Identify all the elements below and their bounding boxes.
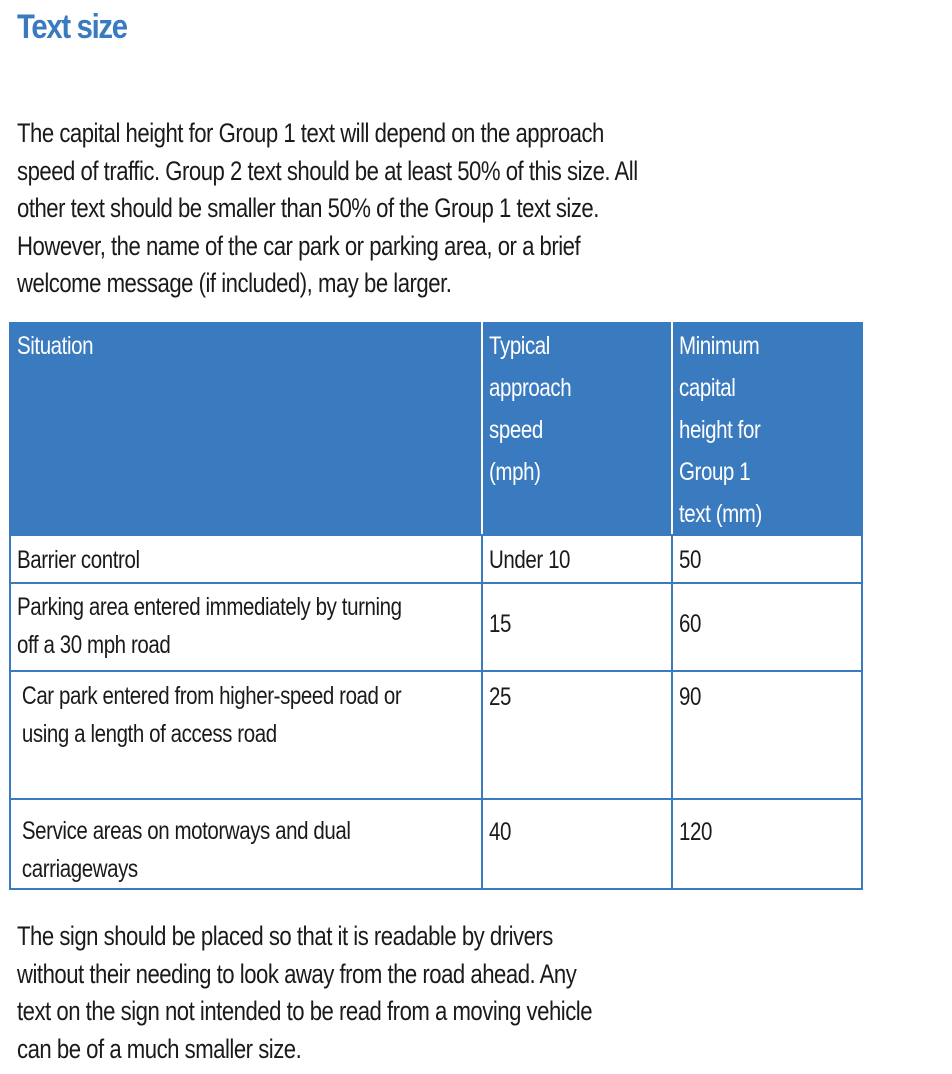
situation-text: Parking area entered immediately by turning bbox=[17, 593, 402, 621]
height-cell bbox=[672, 799, 862, 889]
intro-line: However, the name of the car park or parking area, or a brief bbox=[17, 230, 581, 261]
table-row bbox=[10, 583, 862, 671]
height-cell bbox=[672, 671, 862, 799]
table-header-row bbox=[10, 323, 862, 535]
speed-cell bbox=[482, 671, 672, 799]
table-row bbox=[10, 799, 862, 889]
outro-line: text on the sign not intended to be read from a moving vehicle bbox=[17, 996, 593, 1026]
header-height bbox=[672, 323, 862, 535]
height-value: 50 bbox=[679, 546, 701, 574]
outro-line: The sign should be placed so that it is readable by drivers bbox=[17, 921, 553, 951]
intro-line: welcome message (if included), may be larger. bbox=[17, 268, 452, 298]
speed-cell bbox=[482, 799, 672, 889]
height-cell bbox=[672, 583, 862, 671]
header-line: text (mm) bbox=[679, 500, 762, 528]
speed-value: 25 bbox=[489, 683, 511, 711]
speed-cell bbox=[482, 535, 672, 583]
situation-cell bbox=[10, 535, 482, 583]
header-line: capital bbox=[679, 374, 736, 402]
situation-cell bbox=[10, 583, 482, 671]
situation-text: Service areas on motorways and dual bbox=[21, 817, 351, 845]
height-value: 90 bbox=[679, 683, 701, 711]
situation-text: Barrier control bbox=[17, 546, 140, 574]
height-cell bbox=[672, 535, 862, 583]
outro-paragraph bbox=[17, 918, 592, 1068]
header-line: approach bbox=[489, 374, 572, 402]
speed-cell bbox=[482, 583, 672, 671]
outro-line: without their needing to look away from the road ahead. Any bbox=[17, 958, 577, 989]
outro-line: can be of a much smaller size. bbox=[17, 1033, 302, 1064]
header-line: Situation bbox=[17, 332, 94, 360]
header-situation bbox=[10, 323, 482, 535]
table-row bbox=[10, 535, 862, 583]
height-value: 60 bbox=[679, 610, 701, 638]
intro-line: speed of traffic. Group 2 text should be at least 50% of this size. All bbox=[17, 155, 638, 186]
situation-text: carriageways bbox=[21, 855, 138, 883]
situation-text: off a 30 mph road bbox=[17, 631, 171, 659]
situation-cell bbox=[10, 671, 482, 799]
header-line: (mph) bbox=[489, 458, 541, 486]
text-size-table bbox=[9, 322, 863, 890]
header-line: height for bbox=[679, 416, 761, 444]
page-title: Text size bbox=[17, 8, 127, 46]
table-row bbox=[10, 671, 862, 799]
speed-value: 40 bbox=[489, 818, 511, 846]
intro-line: other text should be smaller than 50% of the Group 1 text size. bbox=[17, 193, 599, 223]
header-line: Minimum bbox=[679, 332, 760, 360]
situation-cell bbox=[10, 799, 482, 889]
height-value: 120 bbox=[679, 818, 712, 846]
speed-value: 15 bbox=[489, 610, 511, 638]
intro-line: The capital height for Group 1 text will depend on the approach bbox=[17, 118, 604, 148]
header-line: Typical bbox=[489, 332, 550, 360]
situation-text: using a length of access road bbox=[21, 720, 277, 748]
speed-value: Under 10 bbox=[489, 546, 571, 574]
header-line: Group 1 bbox=[679, 458, 751, 486]
header-line: speed bbox=[489, 416, 543, 444]
situation-text: Car park entered from higher-speed road or bbox=[21, 682, 402, 710]
header-speed bbox=[482, 323, 672, 535]
intro-paragraph bbox=[17, 115, 638, 303]
